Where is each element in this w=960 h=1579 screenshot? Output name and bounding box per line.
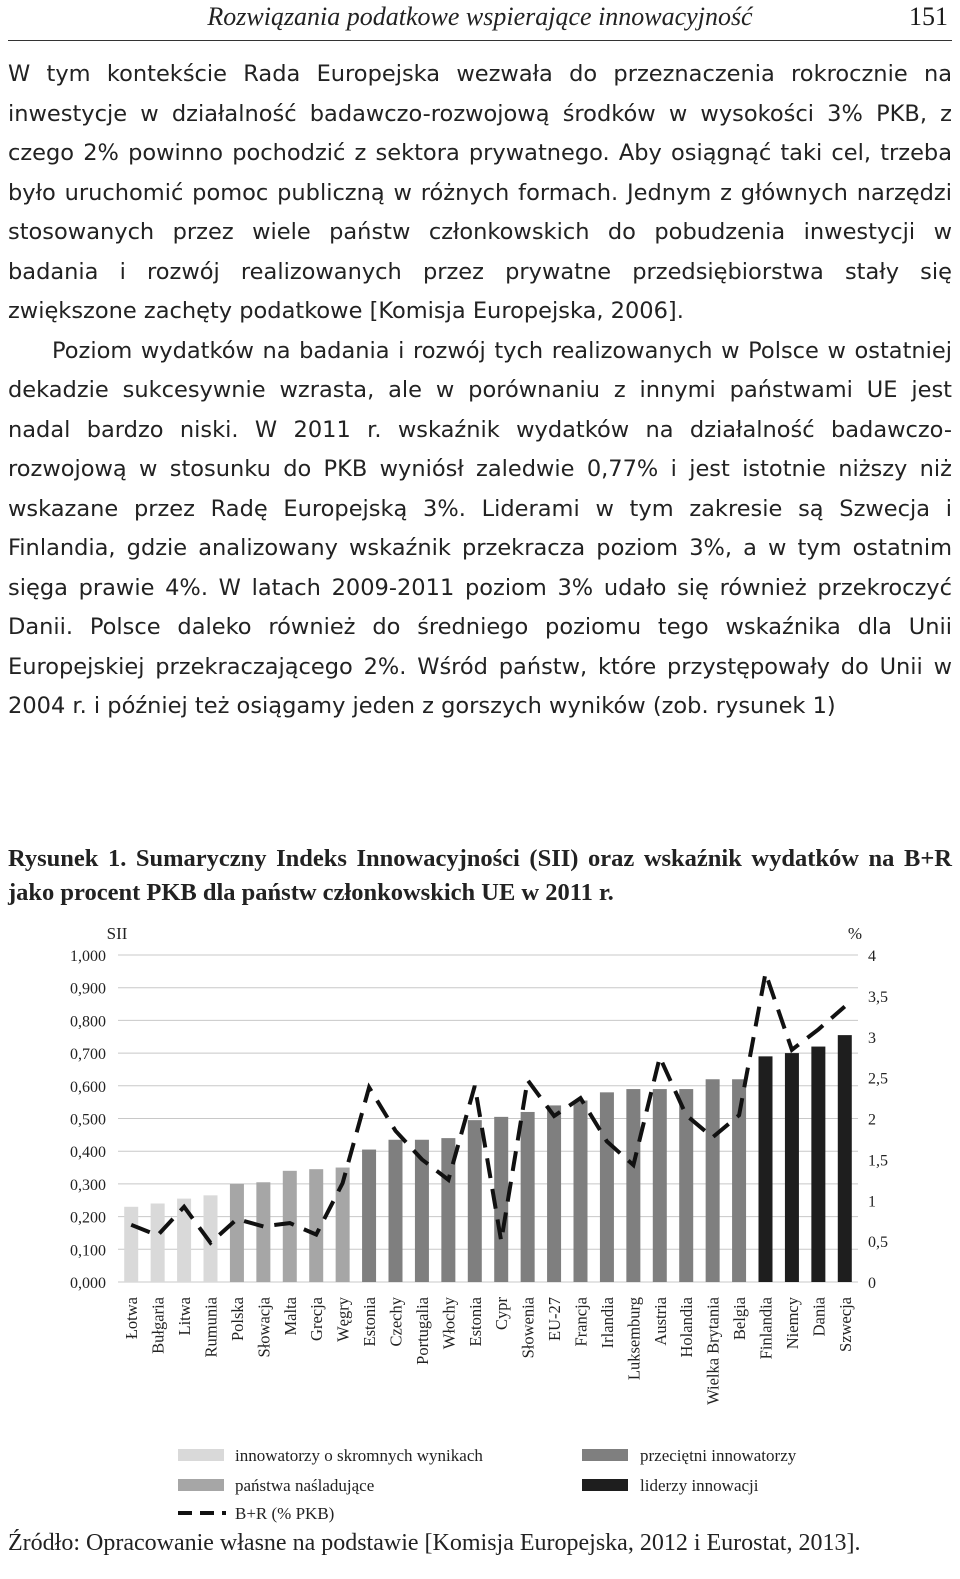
category-label: Malta	[280, 1297, 300, 1336]
sii-bar	[389, 1140, 403, 1282]
running-header	[8, 0, 952, 41]
sii-bar	[309, 1169, 323, 1282]
sii-bar	[151, 1204, 165, 1282]
category-label: Włochy	[439, 1297, 459, 1350]
category-label: Grecja	[307, 1297, 327, 1341]
legend-label: liderzy innowacji	[640, 1476, 759, 1495]
category-label: Czechy	[386, 1297, 406, 1347]
category-label: Austria	[650, 1297, 670, 1346]
legend-swatch	[178, 1479, 224, 1491]
category-label: Łotwa	[122, 1297, 142, 1340]
sii-bar	[256, 1182, 270, 1282]
legend-swatch	[178, 1449, 224, 1461]
category-label: Estonia	[360, 1297, 380, 1347]
category-label: Finlandia	[756, 1297, 776, 1360]
right-tick-label: 0,5	[868, 1234, 888, 1252]
left-tick-label: 0,900	[70, 980, 106, 998]
sii-bar	[521, 1112, 535, 1282]
category-label: Bułgaria	[148, 1297, 168, 1354]
right-tick-label: 4	[868, 948, 876, 965]
category-label: Francja	[571, 1297, 591, 1347]
paragraph-1: W tym kontekście Rada Europejska wezwała do przeznaczenia rokrocznie na inwestycje w działalność badawczo-rozwojową środków w wysokości 3% PKB, z czego 2% powinno pochodzić z sektora prywatnego. Aby osiągnąć taki cel, trzeba było uruchomić pomoc publiczną w różnych formach. Jednym z głównych narzędzi stosowanych przez wiele państw członkowskich do pobudzenia inwestycji w badania i rozwój realizowanych przez prywatne przedsiębiorstwa stały się zwiększone zachęty podatkowe [Komisja Europejska, 2006].	[8, 61, 952, 324]
paragraph-2: Poziom wydatków na badania i rozwój tych realizowanych w Polsce w ostatniej dekadzie sukcesywnie wzrasta, ale w porównaniu z innymi państwami UE jest nadal bardzo niski. W 2011 r. wskaźnik wydatków na działalność badawczo-rozwojową w stosunku do PKB wyniósł zaledwie 0,77% i jest istotnie niższy niż wskazane przez Radę Europejską 3%. Liderami w tym zakresie są Szwecja i Finlandia, gdzie analizowany wskaźnik przekracza poziom 3%, a w tym ostatnim sięga prawie 4%. W latach 2009-2011 poziom 3% udało się również przekroczyć Danii. Polsce daleko również do średniego poziomu tego wskaźnika dla Unii Europejskiej przekraczającego 2%. Wśród państw, które przystępowały do Unii w 2004 r. i później też osiągamy jeden z gorszych wyników (zob. rysunek 1)	[8, 337, 952, 719]
category-label: Wielka Brytania	[703, 1297, 723, 1405]
sii-bar	[230, 1184, 244, 1282]
sii-bar	[468, 1120, 482, 1282]
sii-bar	[626, 1089, 640, 1282]
left-tick-label: 0,600	[70, 1078, 106, 1096]
sii-bar	[811, 1047, 825, 1282]
category-label: Holandia	[677, 1297, 697, 1358]
category-label: Rumunia	[201, 1297, 221, 1358]
sii-bar	[574, 1101, 588, 1282]
sii-bar	[547, 1105, 561, 1282]
sii-bar	[283, 1171, 297, 1282]
category-label: EU-27	[545, 1297, 565, 1341]
left-tick-label: 0,200	[70, 1209, 106, 1227]
legend-swatch	[582, 1449, 628, 1461]
category-label: Belgia	[730, 1297, 750, 1341]
category-label: Portugalia	[412, 1297, 432, 1365]
sii-bar	[706, 1079, 720, 1282]
category-label: Słowacja	[254, 1297, 274, 1358]
sii-bar	[838, 1035, 852, 1282]
left-tick-label: 0,100	[70, 1242, 106, 1260]
right-tick-label: 3	[868, 1029, 876, 1047]
category-label: Estonia	[465, 1297, 485, 1347]
sii-bar	[600, 1092, 614, 1282]
legend-label: innowatorzy o skromnych wynikach	[235, 1446, 483, 1465]
category-label: Niemcy	[782, 1297, 802, 1350]
right-tick-label: 2	[868, 1111, 876, 1129]
legend-label: przeciętni innowatorzy	[640, 1446, 797, 1465]
sii-bar	[124, 1207, 138, 1282]
legend-label: B+R (% PKB)	[235, 1504, 335, 1523]
sii-bar	[785, 1053, 799, 1282]
sii-bar	[653, 1089, 667, 1282]
category-label: Dania	[809, 1297, 829, 1337]
sii-rd-chart	[0, 915, 960, 1525]
left-tick-label: 0,800	[70, 1013, 106, 1031]
right-tick-label: 3,5	[868, 988, 888, 1006]
right-tick-label: 1	[868, 1193, 876, 1211]
category-label: Szwecja	[835, 1297, 855, 1352]
sii-bar	[759, 1056, 773, 1282]
right-tick-label: 1,5	[868, 1152, 888, 1170]
right-axis-title: %	[847, 924, 863, 943]
legend-swatch	[582, 1479, 628, 1491]
left-tick-label: 0,400	[70, 1144, 106, 1162]
category-label: Słowenia	[518, 1297, 538, 1359]
category-label: Cypr	[492, 1297, 512, 1330]
right-tick-label: 2,5	[868, 1070, 888, 1088]
left-tick-label: 1,000	[70, 948, 106, 965]
category-label: Węgry	[333, 1297, 353, 1342]
running-title: Rozwiązania podatkowe wspierające innowacyjność	[207, 2, 753, 31]
body-text	[8, 55, 952, 727]
left-tick-label: 0,300	[70, 1176, 106, 1194]
legend-label: państwa naśladujące	[235, 1476, 375, 1495]
left-axis-title: SII	[106, 924, 128, 943]
figure-caption: Rysunek 1. Sumaryczny Indeks Innowacyjności (SII) oraz wskaźnik wydatków na B+R jako procent PKB dla państw członkowskich UE w 2011 r.	[8, 845, 952, 906]
category-label: Luksemburg	[624, 1297, 644, 1381]
category-label: Litwa	[175, 1297, 195, 1336]
left-tick-label: 0,500	[70, 1111, 106, 1129]
left-tick-label: 0,700	[70, 1046, 106, 1064]
page-number: 151	[909, 2, 948, 31]
sii-bar	[362, 1150, 376, 1282]
category-label: Irlandia	[597, 1297, 617, 1349]
figure-source: Źródło: Opracowanie własne na podstawie [Komisja Europejska, 2012 i Eurostat, 2013].	[8, 1530, 861, 1556]
right-tick-label: 0	[868, 1275, 876, 1292]
left-tick-label: 0,000	[70, 1275, 106, 1292]
category-label: Polska	[227, 1297, 247, 1342]
